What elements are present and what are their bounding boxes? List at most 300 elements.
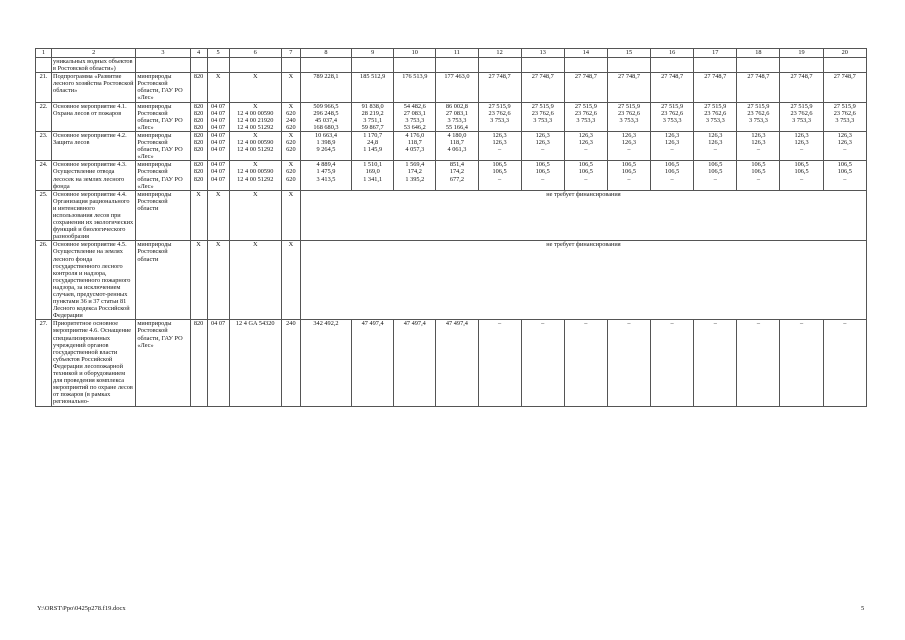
amount-value: 54 482,6 [403, 102, 426, 110]
budget-code-cell [229, 102, 281, 131]
amount-cell [607, 102, 650, 131]
amount-value: 126,3 [751, 139, 766, 147]
amount-value: – [756, 175, 760, 183]
amount-cell [823, 73, 866, 102]
amount-value: 126,3 [794, 131, 809, 139]
amount-value: 3 753,3 [447, 116, 467, 124]
amount-value: – [713, 175, 717, 183]
amount-cell [607, 73, 650, 102]
amount-value [695, 124, 735, 131]
amount-value: 296 248,5 [313, 109, 339, 117]
amount-value: – [799, 320, 804, 328]
amount-cell [564, 161, 607, 190]
amount-cell [694, 102, 737, 131]
amount-value: 27 515,9 [574, 102, 597, 110]
code-value: 12 4 GA 54320 [235, 320, 275, 328]
row-number: 25. [36, 190, 52, 241]
amount-value: 106,5 [535, 161, 550, 169]
amount-cell [823, 161, 866, 190]
amount-cell [352, 320, 394, 406]
amount-value: 106,5 [708, 168, 723, 176]
amount-value: 28 219,2 [361, 109, 384, 117]
code-value: Х [252, 73, 258, 81]
amount-cell [780, 161, 823, 190]
amount-value: 3 753,3 [835, 116, 855, 124]
budget-code-cell [207, 131, 229, 160]
amount-value: 1 398,9 [316, 139, 336, 147]
amount-value: 4 180,0 [447, 131, 467, 139]
amount-value: 185 512,9 [360, 73, 386, 81]
measure-name: Основное мероприятие 4.5. Осуществление на землях лесного фонда государственного лесного контроля и надзора, государственного пожарного надзора, за исключением случаев, предусмот-ренных пунктами 36 и 37 статьи 81 Лесного кодекса Российской Федерации [52, 241, 136, 320]
amount-cell [694, 161, 737, 190]
column-number-row [36, 49, 867, 58]
page-number: 5 [861, 605, 865, 612]
code-value: Х [288, 161, 294, 169]
amount-value: – [541, 146, 545, 154]
amount-cell [823, 131, 866, 160]
amount-value: 27 515,9 [747, 102, 770, 110]
amount-cell [651, 320, 694, 406]
amount-value: 176 513,9 [402, 73, 428, 81]
amount-value: 47 497,4 [403, 320, 426, 328]
amount-value: 3 753,3 [576, 116, 596, 124]
code-value: Х [252, 102, 258, 110]
amount-cell [780, 102, 823, 131]
amount-value: 4 057,3 [405, 146, 425, 154]
amount-value [609, 124, 649, 131]
amount-value: 3 751,1 [363, 116, 383, 124]
amount-cell [651, 131, 694, 160]
code-value: Х [288, 131, 294, 139]
amount-value: 23 762,6 [704, 109, 727, 117]
budget-code-cell: Х [281, 190, 300, 241]
column-number: 1 [36, 49, 52, 58]
amount-value: 9 264,5 [316, 146, 336, 154]
amount-value: 106,5 [751, 168, 766, 176]
code-value: 240 [286, 320, 296, 328]
amount-value [566, 124, 606, 131]
amount-value: 4 061,3 [447, 146, 467, 154]
amount-cell [651, 161, 694, 190]
budget-code-cell [207, 161, 229, 190]
responsible-executor: минприроды Ростовской области, ГАУ РО «Лес» [136, 131, 190, 160]
amount-cell [564, 320, 607, 406]
amount-value [738, 124, 778, 131]
budget-code-cell [190, 320, 207, 406]
amount-value: 126,3 [708, 139, 723, 147]
amount-cell [394, 73, 436, 102]
amount-cell [694, 320, 737, 406]
amount-value: 4 889,4 [316, 161, 336, 169]
budget-code-cell: Х [207, 190, 229, 241]
code-value: 820 [193, 131, 204, 139]
amount-cell [737, 161, 780, 190]
amount-value: 118,7 [407, 139, 422, 147]
amount-value: 1 145,9 [363, 146, 383, 154]
amount-value [523, 124, 563, 131]
amount-value: 106,5 [578, 168, 593, 176]
amount-cell [352, 131, 394, 160]
amount-value: 23 762,6 [747, 109, 770, 117]
amount-cell [521, 320, 564, 406]
amount-value: 23 762,6 [488, 109, 511, 117]
row-number: 27. [36, 320, 52, 406]
code-value: 820 [193, 116, 204, 124]
table-row [36, 190, 867, 241]
amount-value: 3 753,3 [792, 116, 811, 124]
amount-value: – [756, 320, 760, 328]
code-value: 12 4 00 00590 [237, 109, 274, 117]
amount-value: 509 966,5 [313, 102, 339, 110]
code-value: 12 4 00 51292 [237, 123, 274, 131]
table-row [36, 161, 867, 190]
column-number: 5 [207, 49, 229, 58]
code-value: 04 07 [211, 131, 226, 139]
amount-cell [478, 73, 521, 102]
column-number: 20 [823, 49, 866, 58]
budget-code-cell [229, 73, 281, 102]
column-number: 16 [651, 49, 694, 58]
amount-value: – [799, 146, 804, 154]
amount-value: 4 176,0 [405, 131, 425, 139]
amount-cell [478, 161, 521, 190]
amount-value: – [627, 146, 631, 154]
amount-value: 27 748,7 [574, 73, 597, 81]
amount-value: 1 395,2 [405, 175, 425, 183]
amount-value: 1 510,1 [363, 161, 383, 169]
code-value: 820 [193, 168, 204, 176]
table-row [36, 131, 867, 160]
amount-value: – [497, 320, 502, 328]
code-value: 620 [286, 109, 296, 117]
table-row [36, 58, 867, 73]
amount-cell [607, 161, 650, 190]
amount-cell [521, 102, 564, 131]
amount-cell [737, 102, 780, 131]
budget-code-cell [190, 102, 207, 131]
column-number: 11 [436, 49, 478, 58]
code-value: 820 [193, 175, 204, 183]
amount-cell [651, 73, 694, 102]
amount-cell [300, 73, 351, 102]
amount-cell [352, 102, 394, 131]
amount-cell [694, 73, 737, 102]
column-number: 8 [300, 49, 351, 58]
amount-value: 169,0 [365, 168, 380, 176]
amount-cell [694, 131, 737, 160]
amount-value: 342 492,2 [313, 320, 339, 328]
amount-value: – [584, 146, 588, 154]
amount-value: 27 515,9 [833, 102, 856, 110]
table-body [36, 49, 867, 407]
amount-value: 106,5 [794, 161, 809, 169]
amount-value: 23 762,6 [574, 109, 597, 117]
amount-cell [607, 131, 650, 160]
amount-value: 27 748,7 [747, 73, 770, 81]
amount-value: – [756, 146, 760, 154]
amount-cell [436, 131, 478, 160]
amount-value: – [843, 175, 847, 183]
code-value: 620 [286, 146, 296, 154]
amount-value: 27 515,9 [531, 102, 554, 110]
amount-cell [521, 161, 564, 190]
code-value: 12 4 00 00590 [237, 168, 274, 176]
amount-value: – [541, 175, 545, 183]
amount-value: 47 497,4 [445, 320, 468, 328]
amount-value: – [541, 320, 545, 328]
amount-value: 23 762,6 [661, 109, 684, 117]
amount-value: 45 037,4 [314, 116, 338, 124]
amount-value: 126,3 [492, 131, 507, 139]
amount-value: – [497, 146, 502, 154]
code-value: 04 07 [211, 116, 226, 124]
code-value: 620 [286, 123, 296, 131]
code-value: 620 [286, 168, 296, 176]
amount-cell [521, 73, 564, 102]
code-value: Х [252, 161, 258, 169]
budget-code-cell [190, 161, 207, 190]
amount-value: 47 497,4 [361, 320, 384, 328]
column-number: 7 [281, 49, 300, 58]
amount-cell [394, 102, 436, 131]
measure-name: Приоритетное основное мероприятие 4.6. Оснащение специализированных учреждений органов государственной власти субъектов Российской Федерации лесопожарной техникой и оборудованием для проведения комплекса мероприятий по охране лесов от пожаров (в рамках регионально- [52, 320, 136, 406]
responsible-executor: минприроды Ростовской области, ГАУ РО «Лес» [136, 320, 190, 406]
row-number: 21. [36, 73, 52, 102]
amount-value: 3 753,3 [748, 116, 768, 124]
amount-value: 106,5 [665, 168, 680, 176]
amount-value: 55 166,4 [445, 123, 468, 131]
code-value: 04 07 [211, 146, 226, 154]
code-value: 820 [193, 146, 204, 154]
code-value: 04 07 [211, 320, 226, 328]
amount-value [480, 124, 520, 131]
column-number: 14 [564, 49, 607, 58]
amount-cell [436, 320, 478, 406]
code-value: 820 [193, 73, 204, 81]
code-value: 12 4 00 51292 [237, 146, 274, 154]
amount-value: 27 515,9 [704, 102, 727, 110]
amount-cell [478, 320, 521, 406]
amount-cell [352, 161, 394, 190]
amount-value: 106,5 [837, 161, 852, 169]
amount-value: 1 475,9 [316, 168, 336, 176]
budget-code-cell [229, 320, 281, 406]
amount-cell [436, 73, 478, 102]
amount-cell [394, 131, 436, 160]
amount-value: 106,5 [794, 168, 809, 176]
amount-cell [521, 131, 564, 160]
amount-value: 118,7 [449, 139, 464, 147]
amount-value: 3 413,5 [316, 175, 336, 183]
amount-value: – [670, 146, 674, 154]
amount-cell [478, 131, 521, 160]
code-value: 820 [193, 102, 204, 110]
measure-name: уникальных водных объектов в Ростовской области») [52, 58, 136, 73]
amount-value: 27 748,7 [661, 73, 684, 81]
amount-cell [607, 320, 650, 406]
amount-value: 27 515,9 [488, 102, 511, 110]
amount-value: 27 748,7 [488, 73, 511, 81]
amount-value: 126,3 [837, 139, 852, 147]
amount-value: 53 646,2 [403, 123, 426, 131]
amount-value: 27 515,9 [617, 102, 641, 110]
amount-cell [780, 320, 823, 406]
code-value: Х [288, 102, 294, 110]
amount-value: – [497, 175, 502, 183]
amount-value: 789 228,1 [313, 73, 339, 81]
amount-cell [564, 131, 607, 160]
amount-cell [823, 320, 866, 406]
code-value: 12 4 00 51292 [237, 175, 274, 183]
amount-value: 27 748,7 [704, 73, 727, 81]
measure-name: Подпрограмма «Развитие лесного хозяйства Ростовской области» [52, 73, 136, 102]
amount-value: 126,3 [621, 131, 637, 139]
code-value: 620 [286, 139, 296, 147]
amount-value: 24,8 [367, 139, 379, 147]
amount-value: 27 515,9 [790, 102, 813, 110]
amount-value: 126,3 [794, 139, 809, 147]
budget-code-cell [207, 320, 229, 406]
amount-value: 3 753,3 [490, 116, 510, 124]
file-path: Y:\ORST\Ppo\0425p278.f19.docx [37, 605, 126, 612]
amount-value: 126,3 [578, 131, 593, 139]
code-value: 820 [193, 161, 204, 169]
no-financing-note: не требует финансирования [300, 190, 866, 241]
budget-code-cell: Х [229, 241, 281, 320]
amount-cell [737, 131, 780, 160]
amount-cell [823, 102, 866, 131]
amount-value: 27 748,7 [617, 73, 641, 81]
amount-cell [300, 102, 351, 131]
budget-code-cell: Х [190, 241, 207, 320]
amount-value: 126,3 [837, 131, 852, 139]
amount-cell [300, 161, 351, 190]
budget-code-cell [281, 73, 300, 102]
amount-value: 106,5 [578, 161, 593, 169]
code-value: 04 07 [211, 109, 226, 117]
code-value: 240 [286, 116, 296, 124]
amount-value: – [843, 320, 847, 328]
amount-value: 177 463,0 [444, 73, 470, 81]
table-row [36, 102, 867, 131]
column-number: 18 [737, 49, 780, 58]
responsible-executor: минприроды Ростовской области [136, 190, 190, 241]
amount-cell [394, 161, 436, 190]
budget-code-cell [281, 102, 300, 131]
amount-value [781, 124, 821, 131]
budget-code-cell [229, 161, 281, 190]
amount-value: 91 838,0 [361, 102, 384, 110]
amount-value: – [584, 175, 588, 183]
amount-cell [564, 102, 607, 131]
amount-cell [436, 161, 478, 190]
code-value: 04 07 [211, 102, 226, 110]
table-row [36, 320, 867, 406]
amount-value: 106,5 [665, 161, 680, 169]
responsible-executor: минприроды Ростовской области, ГАУ РО «Лес» [136, 102, 190, 131]
column-number: 9 [352, 49, 394, 58]
amount-value: 106,5 [837, 168, 852, 176]
responsible-executor: минприроды Ростовской области, ГАУ РО «Лес» [136, 73, 190, 102]
amount-cell [300, 131, 351, 160]
budget-code-cell [281, 161, 300, 190]
budget-code-cell: Х [207, 241, 229, 320]
budget-code-cell [190, 73, 207, 102]
column-number: 6 [229, 49, 281, 58]
code-value: Х [215, 73, 221, 81]
responsible-executor: минприроды Ростовской области [136, 241, 190, 320]
amount-value: 10 663,4 [314, 131, 338, 139]
code-value: Х [252, 131, 258, 139]
amount-value [825, 124, 865, 131]
measure-name: Основное мероприятие 4.1. Охрана лесов от пожаров [52, 102, 136, 131]
code-value: 04 07 [211, 139, 226, 147]
code-value: 04 07 [211, 123, 226, 131]
row-number: 24. [36, 161, 52, 190]
amount-cell [436, 102, 478, 131]
code-value: 04 07 [211, 175, 226, 183]
amount-value: 106,5 [621, 161, 637, 169]
code-value: 04 07 [211, 161, 226, 169]
budget-code-cell [281, 320, 300, 406]
column-number: 19 [780, 49, 823, 58]
amount-value: 23 762,6 [790, 109, 813, 117]
amount-cell [651, 102, 694, 131]
amount-cell [737, 320, 780, 406]
amount-value: – [584, 320, 588, 328]
column-number: 3 [136, 49, 190, 58]
code-value: Х [288, 73, 294, 81]
column-number: 10 [394, 49, 436, 58]
amount-value: 126,3 [708, 131, 723, 139]
code-value: 620 [286, 175, 296, 183]
column-number: 15 [607, 49, 650, 58]
amount-cell [394, 320, 436, 406]
amount-value: 27 515,9 [661, 102, 684, 110]
amount-value: – [627, 175, 631, 183]
budget-code-cell [229, 131, 281, 160]
amount-value: 106,5 [708, 161, 723, 169]
responsible-executor: минприроды Ростовской области, ГАУ РО «Лес» [136, 161, 190, 190]
amount-value: 126,3 [578, 139, 593, 147]
amount-value: 126,3 [665, 131, 680, 139]
amount-value: 27 083,1 [445, 109, 468, 117]
amount-value: 168 680,3 [313, 123, 339, 131]
amount-value: – [627, 320, 631, 328]
amount-value: 126,3 [535, 139, 550, 147]
amount-value: 106,5 [492, 161, 507, 169]
code-value: 820 [193, 320, 204, 328]
amount-value [652, 124, 692, 131]
amount-value: 126,3 [751, 131, 766, 139]
amount-value: – [670, 175, 674, 183]
row-number: 22. [36, 102, 52, 131]
budget-code-cell [207, 73, 229, 102]
amount-value: 86 002,8 [445, 102, 468, 110]
code-value: 12 4 00 00590 [237, 139, 274, 147]
amount-value: 174,2 [407, 168, 422, 176]
amount-cell [352, 73, 394, 102]
amount-value: 1 341,1 [363, 175, 383, 183]
amount-value: 126,3 [665, 139, 680, 147]
amount-value: 3 753,3 [705, 116, 725, 124]
amount-value: 126,3 [621, 139, 637, 147]
amount-value: 23 762,6 [833, 109, 856, 117]
budget-code-cell: Х [190, 190, 207, 241]
column-number: 12 [478, 49, 521, 58]
measure-name: Основное мероприятие 4.4. Организация рационального и интенсивного использования лесов при сохранении их экологических функций и биологического разнообразия [52, 190, 136, 241]
amount-value: 3 753,3 [619, 116, 639, 124]
